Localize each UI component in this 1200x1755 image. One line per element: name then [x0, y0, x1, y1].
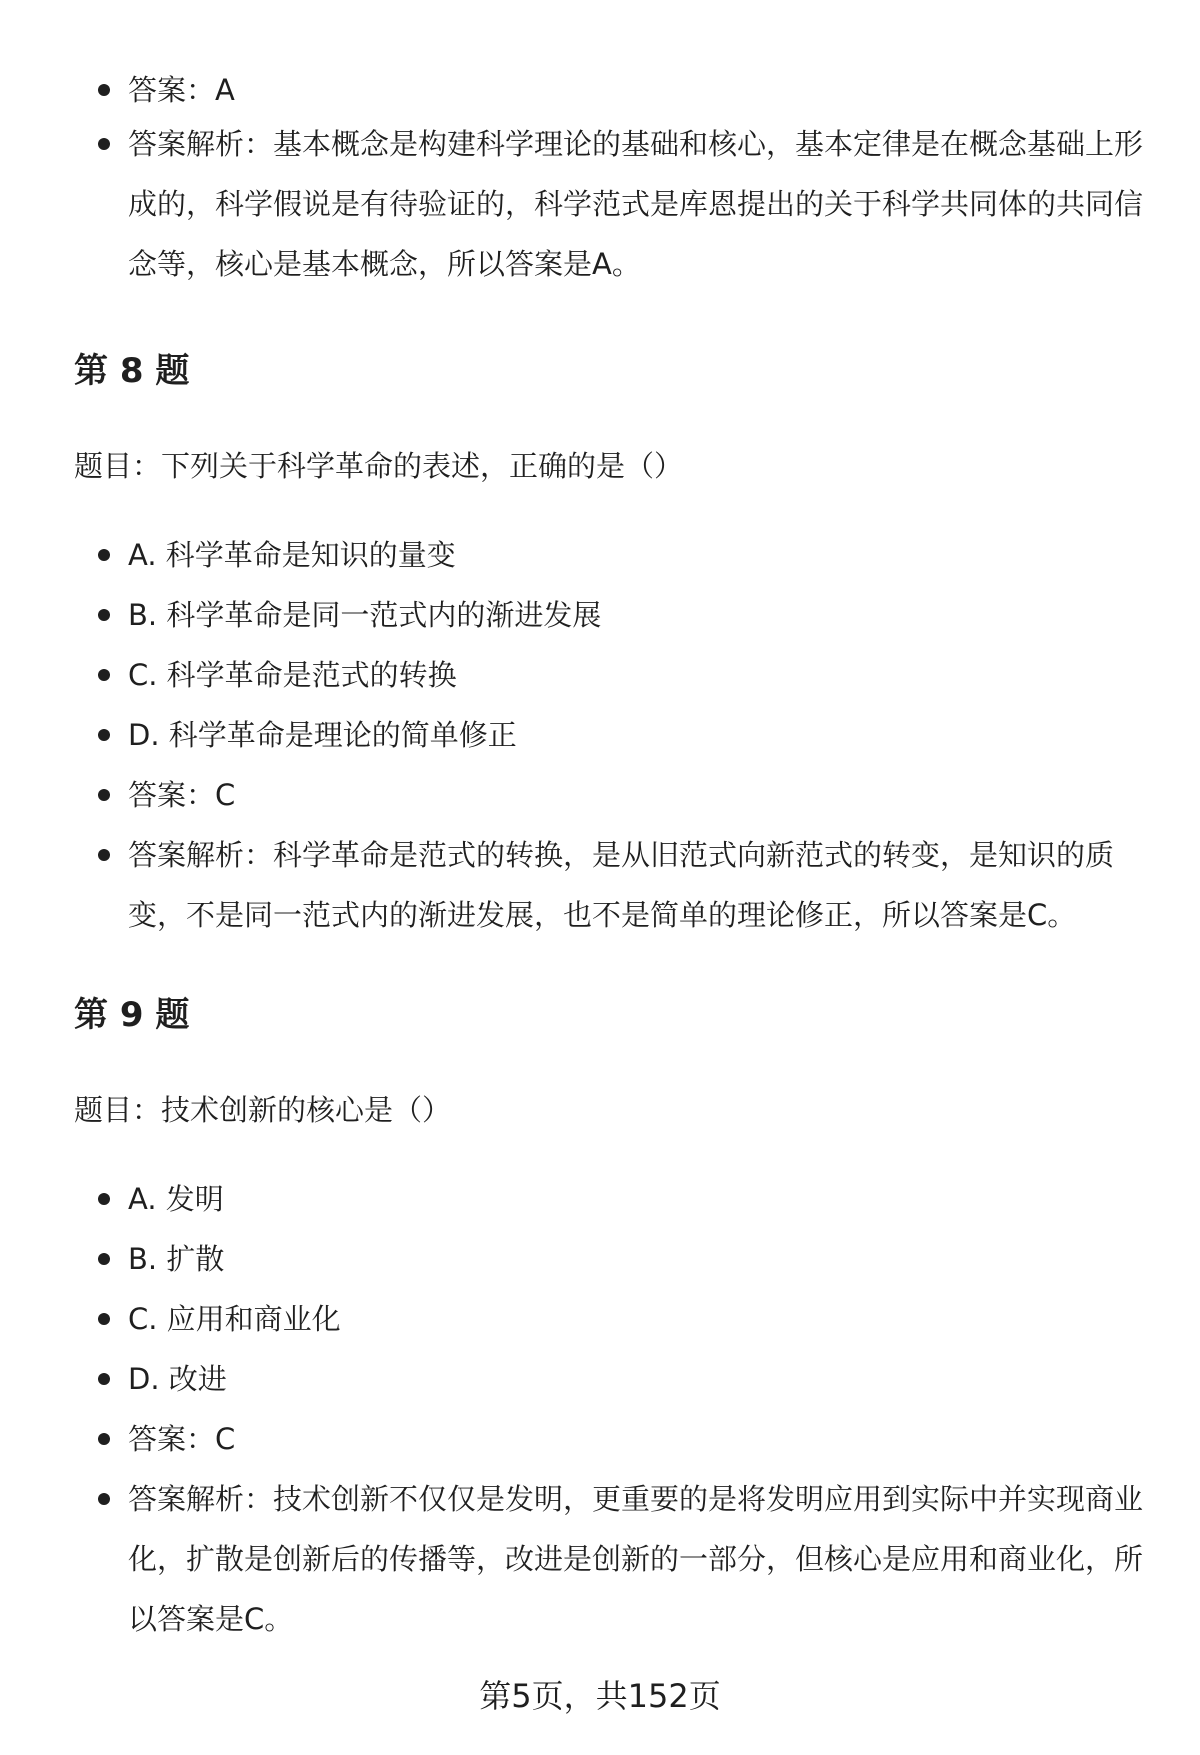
- analysis-text: 答案解析：基本概念是构建科学理论的基础和核心，基本定律是在概念基础上形成的，科学假说是有待验证的，科学范式是库恩提出的关于科学共同体的共同信念等，核心是基本概念，所以答案是A。: [128, 127, 1144, 281]
- option-text: C. 科学革命是范式的转换: [128, 658, 457, 692]
- list-item: [74, 60, 1154, 120]
- bullet-icon: [98, 1433, 110, 1445]
- analysis-text: 答案解析：科学革命是范式的转换，是从旧范式向新范式的转变，是知识的质变，不是同一范式内的渐进发展，也不是简单的理论修正，所以答案是C。: [128, 838, 1115, 932]
- bullet-icon: [98, 609, 110, 621]
- question-9-title: 第 9 题: [74, 995, 190, 1035]
- bullet-icon: [98, 1373, 110, 1385]
- bullet-icon: [98, 849, 110, 861]
- answer-text: 答案：C: [128, 1422, 236, 1456]
- analysis-text: 答案解析：技术创新不仅仅是发明，更重要的是将发明应用到实际中并实现商业化，扩散是创新后的传播等，改进是创新的一部分，但核心是应用和商业化，所以答案是C。: [128, 1482, 1144, 1636]
- option-b: [74, 1229, 1154, 1289]
- answer-text: 答案：A: [128, 73, 235, 107]
- bullet-icon: [98, 1193, 110, 1205]
- bullet-icon: [98, 84, 110, 96]
- option-text: A. 科学革命是知识的量变: [128, 538, 456, 572]
- question-9-list: [74, 1169, 1154, 1649]
- list-item: [74, 114, 1154, 294]
- option-text: C. 应用和商业化: [128, 1302, 341, 1336]
- option-text: D. 科学革命是理论的简单修正: [128, 718, 517, 752]
- answer-text: 答案：C: [128, 778, 236, 812]
- answer-item: [74, 765, 1154, 825]
- option-a: [74, 525, 1154, 585]
- question-8-title: 第 8 题: [74, 351, 190, 391]
- analysis-item: [74, 1469, 1154, 1649]
- question-8-text: 题目：下列关于科学革命的表述，正确的是（）: [74, 449, 684, 483]
- bullet-icon: [98, 138, 110, 150]
- analysis-item: [74, 825, 1154, 945]
- option-b: [74, 585, 1154, 645]
- bullet-icon: [98, 789, 110, 801]
- question-9-text: 题目：技术创新的核心是（）: [74, 1093, 452, 1127]
- bullet-icon: [98, 549, 110, 561]
- bullet-icon: [98, 729, 110, 741]
- bullet-icon: [98, 1493, 110, 1505]
- option-text: B. 扩散: [128, 1242, 225, 1276]
- option-text: D. 改进: [128, 1362, 227, 1396]
- option-c: [74, 645, 1154, 705]
- option-d: [74, 1349, 1154, 1409]
- option-a: [74, 1169, 1154, 1229]
- bullet-icon: [98, 1313, 110, 1325]
- question-8-list: [74, 525, 1154, 945]
- bullet-icon: [98, 1253, 110, 1265]
- prev-question-list: [74, 60, 1154, 294]
- answer-item: [74, 1409, 1154, 1469]
- page-footer: 第5页，共152页: [479, 1677, 721, 1715]
- option-c: [74, 1289, 1154, 1349]
- option-d: [74, 705, 1154, 765]
- bullet-icon: [98, 669, 110, 681]
- option-text: B. 科学革命是同一范式内的渐进发展: [128, 598, 602, 632]
- option-text: A. 发明: [128, 1182, 224, 1216]
